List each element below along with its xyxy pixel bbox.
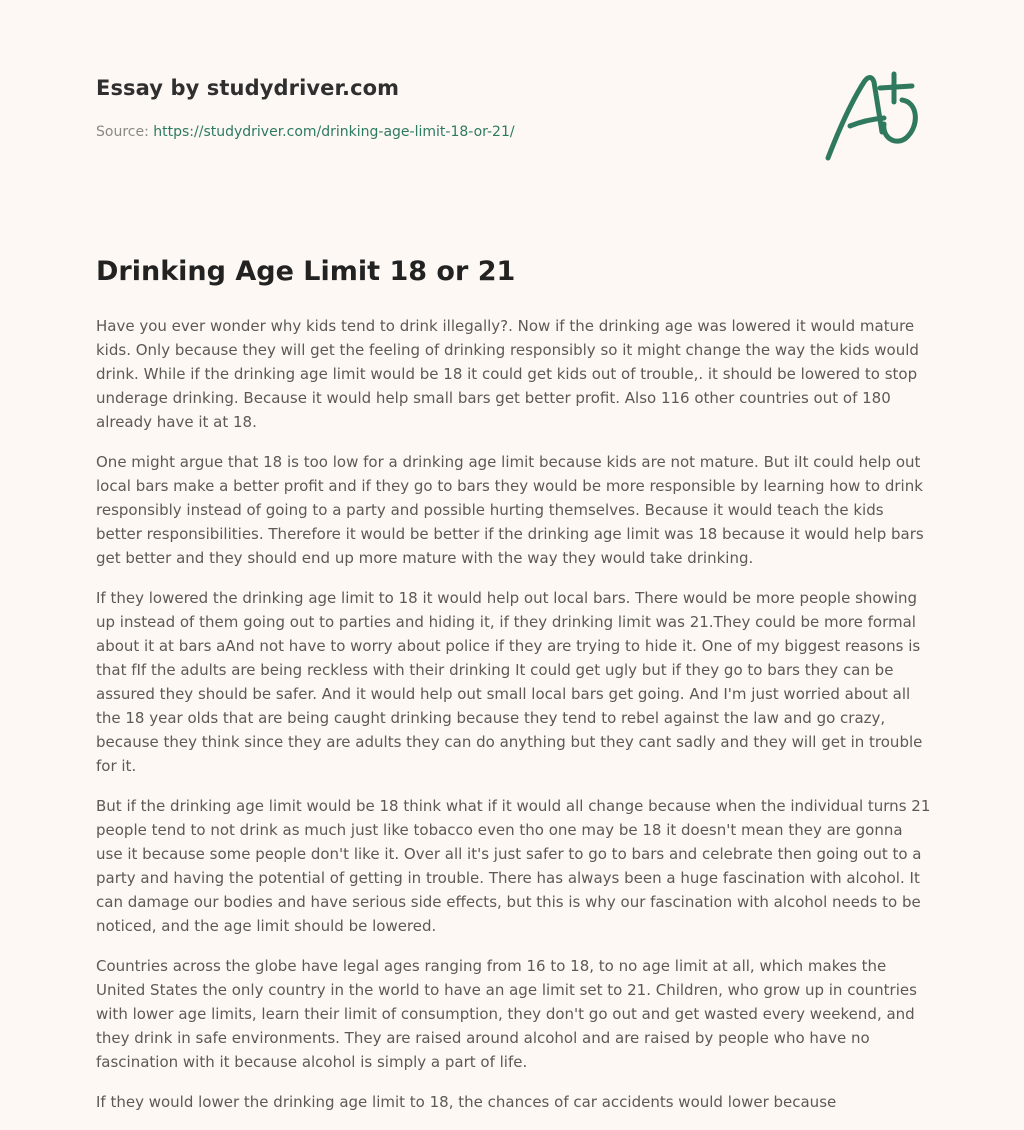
source-label: Source:	[96, 124, 149, 140]
essay-paragraph: If they lowered the drinking age limit to 18 it would help out local bars. There would be more people showing up instead of them going out to parties and hiding it, if they drinking limit was 21.They could be more formal about it at bars aAnd not have to worry about police if they are trying to hide it. One of my biggest reasons is that fIf the adults are being reckless with their drinking It could get ugly but if they go to bars they can be assured they should be safer. And it would help out small local bars get going. And I'm just worried about all the 18 year olds that are being caught drinking because they tend to rebel against the law and go crazy, because they think since they are adults they can do anything but they cant sadly and they will get in trouble for it.	[96, 589, 923, 775]
essay-paragraph: If they would lower the drinking age limit to 18, the chances of car accidents would lower because	[96, 1093, 837, 1111]
essay-body	[96, 314, 932, 1130]
document-header	[96, 76, 816, 140]
essay-paragraph: Countries across the globe have legal ages ranging from 16 to 18, to no age limit at all, which makes the United States the only country in the world to have an age limit set to 21. Children, who grow up in countries with lower age limits, learn their limit of consumption, they don't go out and get wasted every weekend, and they drink in safe environments. They are raised around alcohol and are raised by people who have no fascination with it because alcohol is simply a part of life.	[96, 957, 917, 1071]
essay-paragraph: One might argue that 18 is too low for a drinking age limit because kids are not mature. But iIt could help out local bars make a better profit and if they go to bars they would be more responsible by learning how to drink responsibly instead of going to a party and possible hurting themselves. Because it would teach the kids better responsibilities. Therefore it would be better if the drinking age limit was 18 because it would help bars get better and they should end up more mature with the way they would take drinking.	[96, 453, 924, 567]
essay-title: Drinking Age Limit 18 or 21	[96, 256, 516, 287]
source-link[interactable]: https://studydriver.com/drinking-age-limit-18-or-21/	[153, 124, 515, 140]
source-line	[96, 124, 816, 140]
essay-paragraph: Have you ever wonder why kids tend to drink illegally?. Now if the drinking age was lowered it would mature kids. Only because they will get the feeling of drinking responsibly so it might change the way the kids would drink. While if the drinking age limit would be 18 it could get kids out of trouble,. it should be lowered to stop underage drinking. Because it would help small bars get better profit. Also 116 other countries out of 180 already have it at 18.	[96, 317, 919, 431]
essay-paragraph: But if the drinking age limit would be 18 think what if it would all change because when the individual turns 21 people tend to not drink as much just like tobacco even tho one may be 18 it doesn't mean they are gonna use it because some people don't like it. Over all it's just safer to go to bars and celebrate then going out to a party and having the potential of getting in trouble. There has always been a huge fascination with alcohol. It can damage our bodies and have serious side effects, but this is why our fascination with alcohol needs to be noticed, and the age limit should be lowered.	[96, 797, 931, 935]
a-plus-logo-icon	[820, 66, 930, 166]
brand-title: Essay by studydriver.com	[96, 76, 400, 100]
